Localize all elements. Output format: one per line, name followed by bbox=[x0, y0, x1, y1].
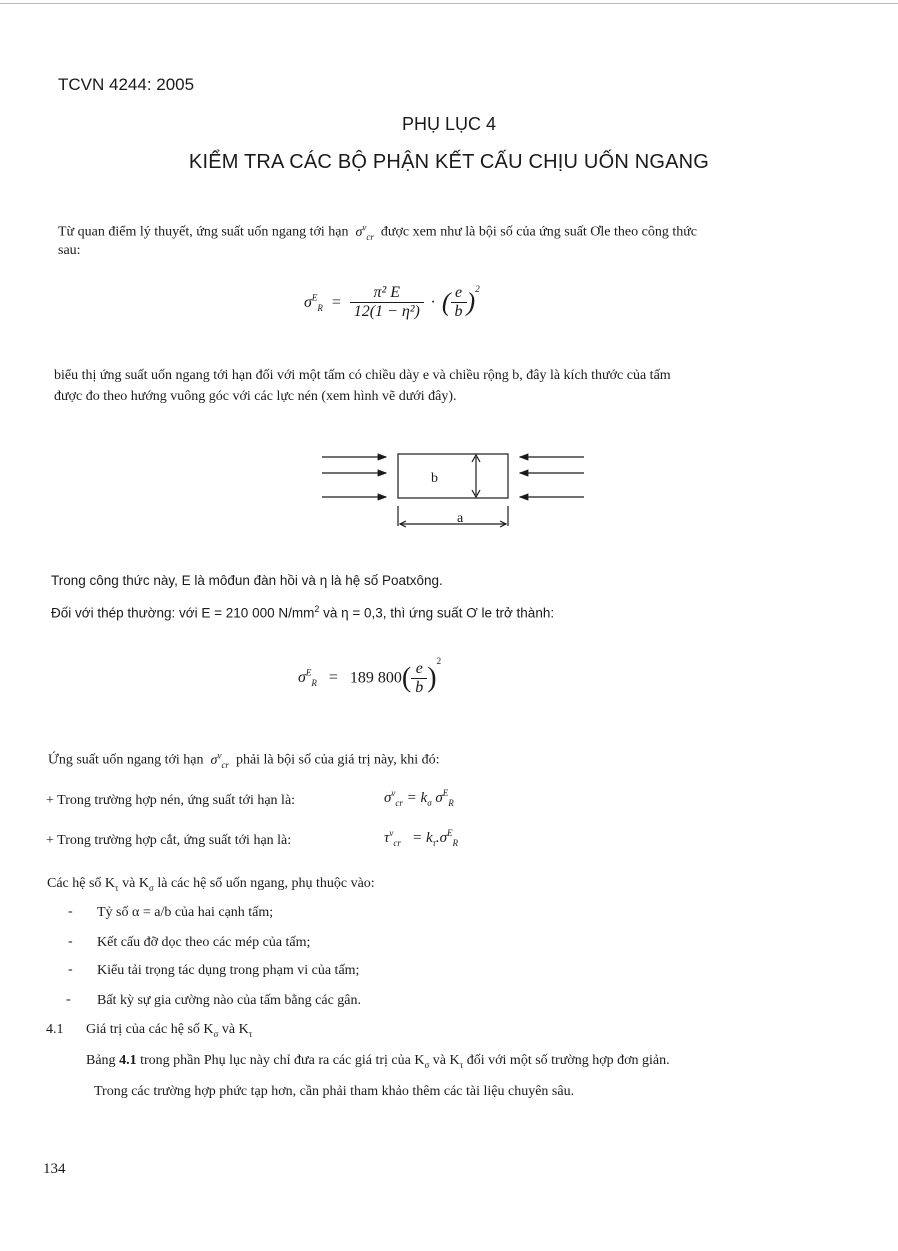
section-title: Giá trị của các hệ số $K_\sigma$ và $K_\tau$ bbox=[86, 1022, 253, 1039]
bullet-item-1: Tỷ số α = a/b của hai cạnh tấm; bbox=[97, 905, 274, 920]
case-shear-formula: $\tau^v_{cr}$ = $k_\tau.\sigma^E_R$ bbox=[384, 828, 459, 848]
bullet-dash-2: - bbox=[68, 934, 73, 949]
bullet-item-3: Kiểu tải trọng tác dụng trong phạm vi của tấm; bbox=[97, 963, 360, 978]
bullet-item-2: Kết cấu đỡ dọc theo các mép của tấm; bbox=[97, 935, 311, 950]
bullet-item-4: Bất kỳ sự gia cường nào của tấm bằng các gân. bbox=[97, 993, 361, 1008]
intro-line-1 bbox=[58, 216, 697, 247]
doc-code: TCVN 4244: 2005 bbox=[58, 75, 195, 94]
label-b: b bbox=[431, 471, 438, 486]
explain-line-1: biểu thị ứng suất uốn ngang tới hạn đối với một tấm có chiều dày e và chiều rộng b, đây là kích thước của tấm bbox=[54, 368, 671, 383]
bullet-dash-4: - bbox=[66, 992, 71, 1007]
case-compression-formula: $\sigma^v_{cr} = k_\sigma$ $\sigma^E_R$ bbox=[384, 788, 454, 808]
coeffs-line: Các hệ số $K_\tau$ và $K_\sigma$ là các hệ số uốn ngang, phụ thuộc vào: bbox=[47, 876, 375, 893]
explain-line-2: được đo theo hướng vuông góc với các lực nén (xem hình vẽ dưới đây). bbox=[54, 389, 457, 404]
sigma-cr-symbol: $\sigma^v_{cr}$ bbox=[355, 222, 374, 242]
modulus-line: Trong công thức này, E là môđun đàn hồi và η là hệ số Poatxông. bbox=[51, 573, 443, 588]
formula-euler-general: $\sigma^E_R$ = $\frac{\text{π² E}}{\text{12(1 − η²)}}$ · ( $\frac{e}{b}$ )$^2$ bbox=[304, 284, 480, 320]
page-number: 134 bbox=[43, 1161, 66, 1177]
case-compression-label: + Trong trường hợp nén, ứng suất tới hạn là: bbox=[46, 793, 296, 808]
steel-line: Đối với thép thường: với E = 210 000 $N/mm^2$ và η = 0,3, thì ứng suất Ơ le trở thành: bbox=[51, 604, 555, 621]
plate-diagram bbox=[318, 448, 588, 533]
intro-text-b: được xem như là bội số của ứng suất Ơle theo công thức bbox=[380, 224, 698, 240]
label-a: a bbox=[457, 511, 464, 526]
formula-euler-steel: $\sigma^E_R = 189$ 800( $\frac{e}{b}$ )$^2$ bbox=[298, 656, 442, 696]
section-para-2: Trong các trường hợp phức tạp hơn, cần phải tham khảo thêm các tài liệu chuyên sâu. bbox=[94, 1084, 575, 1099]
page-title: KIỂM TRA CÁC BỘ PHẬN KẾT CẤU CHỊU UỐN NGANG bbox=[188, 151, 710, 173]
plate-figure bbox=[318, 448, 588, 538]
case-shear-label: + Trong trường hợp cắt, ứng suất tới hạn là: bbox=[46, 833, 292, 848]
top-rule bbox=[0, 3, 898, 4]
section-para-1: Bảng 4.1 trong phần Phụ lục này chỉ đưa ra các giá trị của $K_\sigma$ và $K_\tau$ đối với một số trường hợp đơn giản. bbox=[86, 1053, 670, 1070]
bullet-dash-1: - bbox=[68, 904, 73, 919]
critical-line: Ứng suất uốn ngang tới hạn $\sigma^v_{cr}$ phải là bội số của giá trị này, khi đó: bbox=[48, 750, 440, 770]
intro-text-a: Từ quan điểm lý thuyết, ứng suất uốn ngang tới hạn bbox=[58, 224, 349, 240]
appendix-title: PHỤ LỤC 4 bbox=[401, 114, 497, 134]
intro-line-2: sau: bbox=[58, 243, 81, 258]
section-number: 4.1 bbox=[46, 1022, 64, 1037]
bullet-dash-3: - bbox=[68, 962, 73, 977]
plate-rect bbox=[398, 454, 508, 498]
